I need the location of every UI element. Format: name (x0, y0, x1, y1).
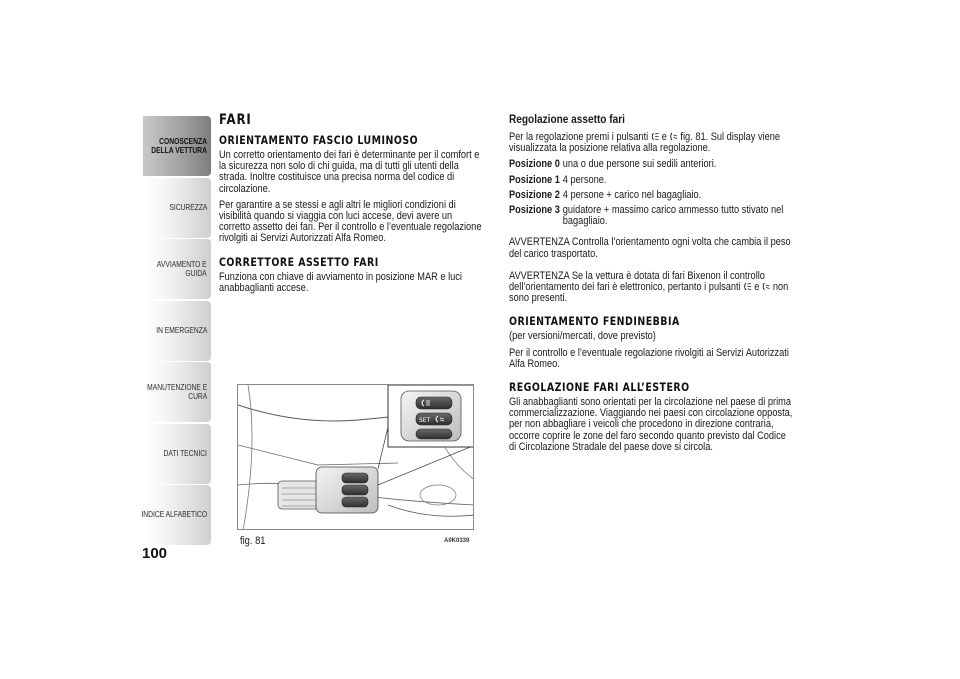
tab-avviamento-guida[interactable] (143, 239, 211, 299)
section-heading-correttore: CORRETTORE ASSETTO FARI (219, 255, 379, 269)
position-label: Posizione 0 (509, 158, 560, 171)
figure-code: A0K0339 (444, 538, 470, 544)
paragraph: Gli anabbaglianti sono orientati per la circolazione nel paese di prima commercializzazione. Viaggiando nei paesi con circolazione opposta, per non abbagliare i veicoli che procedono in direzione contraria, occorre coprire le zone del faro secondo quanto previsto dal Codice di Circolazione Stradale del paese dove si circola. (509, 396, 793, 453)
position-row (509, 159, 794, 170)
section-heading-fendinebbia: ORIENTAMENTO FENDINEBBIA (509, 315, 680, 329)
tab-manutenzione-cura[interactable] (143, 362, 211, 422)
headlamp-down-icon (669, 132, 677, 141)
figure-caption: fig. 81 (240, 535, 266, 547)
position-row (509, 190, 794, 201)
text-fragment: Per la regolazione premi i pulsanti (509, 131, 649, 143)
position-label: Posizione 3 (509, 204, 560, 217)
figure-81 (237, 384, 474, 530)
position-text: 4 persone + carico nel bagagliaio. (562, 188, 702, 201)
warning-weight: AVVERTENZA Controlla l’orientamento ogni volta che cambia il peso del carico trasportato. (509, 236, 791, 260)
paragraph: Un corretto orientamento dei fari è determinante per il comfort e la sicurezza non solo di chi guida, ma di tutti gli utenti della strada. Inoltre costituisce una precisa norma del codice di circolazione. (219, 149, 480, 195)
position-row (509, 175, 794, 186)
tab-in-emergenza[interactable] (143, 301, 211, 361)
paragraph-note: (per versioni/mercati, dove previsto) (509, 330, 656, 343)
tab-label: AVVIAMENTO E GUIDA (157, 259, 207, 278)
switch-cluster-small (316, 467, 378, 513)
headlamp-up-icon (651, 132, 659, 141)
tab-label: INDICE ALFABETICO (141, 510, 207, 520)
tab-label: CONOSCENZA DELLA VETTURA (151, 136, 207, 155)
page-number: 100 (142, 545, 168, 562)
paragraph: Funziona con chiave di avviamento in posizione MAR e luci anabbaglianti accese. (219, 270, 462, 294)
tab-label: MANUTENZIONE E CURA (146, 382, 207, 401)
chapter-sidebar (143, 116, 211, 547)
position-label: Posizione 2 (509, 188, 560, 201)
tab-label: IN EMERGENZA (155, 325, 207, 335)
position-label: Posizione 1 (509, 173, 560, 186)
text-fragment: AVVERTENZA Se la vettura è dotata di fari Bixenon il controllo dell’orientamento dei fari è elettronico, pertanto i pulsanti (509, 269, 765, 294)
position-text: guidatore + massimo carico ammesso tutto stivato nel bagagliaio. (562, 204, 784, 228)
tab-conoscenza-vettura[interactable] (143, 116, 211, 176)
position-text: una o due persone sui sedili anteriori. (562, 158, 717, 171)
sub-heading-regolazione: Regolazione assetto fari (509, 112, 625, 126)
tab-dati-tecnici[interactable] (143, 424, 211, 484)
dashboard-illustration (238, 385, 474, 530)
tab-sicurezza[interactable] (143, 178, 211, 238)
section-heading-estero: REGOLAZIONE FARI ALL’ESTERO (509, 381, 690, 395)
paragraph: Per garantire a se stessi e agli altri le migliori condizioni di visibilità quando si viaggia con luci accese, devi avere un corretto assetto dei fari. Per il controllo e l’eventuale regolazione rivolgiti ai Servizi Autorizzati Alfa Romeo. (219, 198, 482, 245)
text-fragment: non sono presenti. (509, 281, 789, 305)
paragraph-intro (509, 132, 794, 154)
headlamp-up-icon (743, 282, 751, 291)
position-text: 4 persone. (562, 173, 607, 186)
text-fragment: fig. 81. Sul display viene visualizzata la posizione relativa alla regolazione. (509, 131, 781, 155)
paragraph: Per il controllo e l’eventuale regolazione rivolgiti ai Servizi Autorizzati Alfa Romeo. (509, 346, 789, 370)
warning-bixenon (509, 271, 794, 305)
headlamp-down-icon (762, 282, 770, 291)
right-column (509, 112, 794, 458)
position-row (509, 205, 794, 227)
left-column (219, 112, 484, 299)
text-fragment: e (661, 131, 667, 143)
tab-indice-alfabetico[interactable] (143, 485, 211, 545)
set-button-label: SET (419, 417, 431, 424)
section-heading-orientamento: ORIENTAMENTO FASCIO LUMINOSO (219, 134, 419, 147)
tab-label: SICUREZZA (168, 202, 207, 212)
page-title: FARI (219, 112, 252, 128)
zoom-inset (388, 385, 474, 447)
text-fragment: e (754, 281, 760, 294)
tab-label: DATI TECNICI (163, 448, 207, 458)
